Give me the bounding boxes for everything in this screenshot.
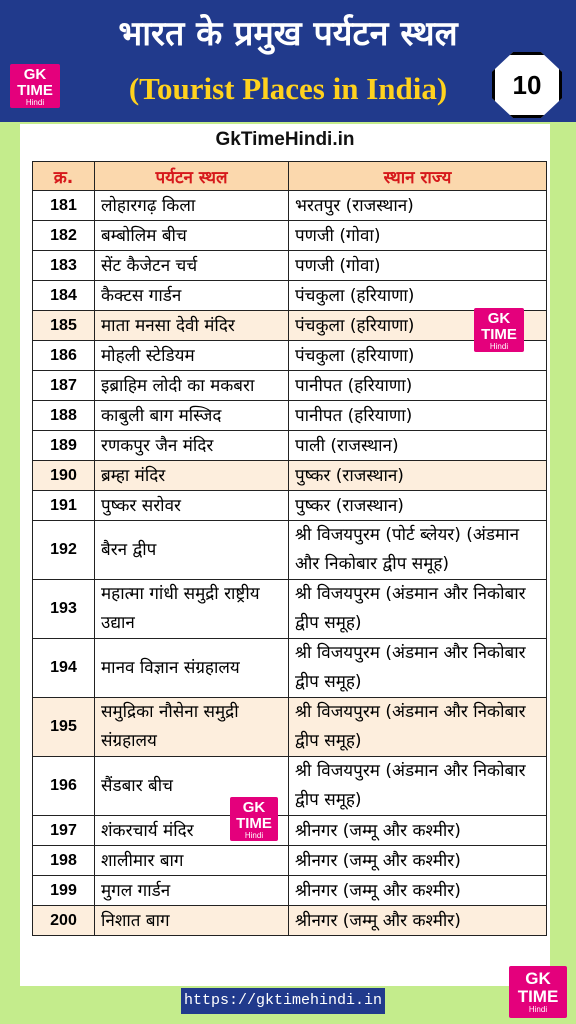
cell-no: 189 bbox=[33, 431, 95, 461]
cell-no: 191 bbox=[33, 491, 95, 521]
site-name: GkTimeHindi.in bbox=[215, 129, 355, 150]
cell-no: 181 bbox=[33, 191, 95, 221]
logo-text-hindi: Hindi bbox=[244, 830, 264, 840]
cell-place: बैरन द्वीप bbox=[95, 521, 289, 580]
table-row bbox=[33, 221, 547, 251]
cell-place: लोहारगढ़ किला bbox=[95, 191, 289, 221]
cell-place: महात्मा गांधी समुद्री राष्ट्रीय उद्यान bbox=[95, 580, 289, 639]
cell-state: पुष्कर (राजस्थान) bbox=[289, 491, 547, 521]
cell-no: 200 bbox=[33, 906, 95, 936]
table-row bbox=[33, 757, 547, 816]
cell-state: श्री विजयपुरम (अंडमान और निकोबार द्वीप समूह) bbox=[289, 580, 547, 639]
table-row bbox=[33, 191, 547, 221]
cell-place: शालीमार बाग bbox=[95, 846, 289, 876]
table-row bbox=[33, 521, 547, 580]
cell-state: श्रीनगर (जम्मू और कश्मीर) bbox=[289, 876, 547, 906]
cell-place: माता मनसा देवी मंदिर bbox=[95, 311, 289, 341]
part-number: 10 bbox=[512, 69, 542, 100]
table-row bbox=[33, 846, 547, 876]
cell-place: कैक्टस गार्डन bbox=[95, 281, 289, 311]
table-row bbox=[33, 371, 547, 401]
cell-no: 198 bbox=[33, 846, 95, 876]
cell-no: 185 bbox=[33, 311, 95, 341]
column-header-number: क्र. bbox=[33, 162, 95, 191]
cell-place: ब्रम्हा मंदिर bbox=[95, 461, 289, 491]
cell-state: पाली (राजस्थान) bbox=[289, 431, 547, 461]
table-header-row bbox=[33, 162, 547, 191]
table-row bbox=[33, 698, 547, 757]
logo-text-hindi: Hindi bbox=[528, 1004, 548, 1014]
table-row bbox=[33, 491, 547, 521]
cell-state: श्री विजयपुरम (अंडमान और निकोबार द्वीप समूह) bbox=[289, 698, 547, 757]
cell-place: रणकपुर जैन मंदिर bbox=[95, 431, 289, 461]
table-row bbox=[33, 281, 547, 311]
gk-time-watermark-logo bbox=[230, 797, 278, 841]
cell-no: 190 bbox=[33, 461, 95, 491]
cell-no: 182 bbox=[33, 221, 95, 251]
cell-state: पंचकुला (हरियाणा) bbox=[289, 281, 547, 311]
cell-no: 184 bbox=[33, 281, 95, 311]
cell-place: बम्बोलिम बीच bbox=[95, 221, 289, 251]
table-row bbox=[33, 876, 547, 906]
tourist-places-table bbox=[32, 161, 547, 936]
cell-state: श्री विजयपुरम (अंडमान और निकोबार द्वीप समूह) bbox=[289, 639, 547, 698]
cell-state: श्रीनगर (जम्मू और कश्मीर) bbox=[289, 816, 547, 846]
cell-state: पानीपत (हरियाणा) bbox=[289, 401, 547, 431]
cell-place: समुद्रिका नौसेना समुद्री संग्रहालय bbox=[95, 698, 289, 757]
cell-no: 199 bbox=[33, 876, 95, 906]
cell-no: 192 bbox=[33, 521, 95, 580]
logo-text-gk: GK bbox=[525, 969, 551, 988]
table-row bbox=[33, 906, 547, 936]
table-row bbox=[33, 401, 547, 431]
cell-place: इब्राहिम लोदी का मकबरा bbox=[95, 371, 289, 401]
logo-text-gk: GK bbox=[487, 310, 511, 327]
cell-state: श्री विजयपुरम (पोर्ट ब्लेयर) (अंडमान और निकोबार द्वीप समूह) bbox=[289, 521, 547, 580]
cell-place: मुगल गार्डन bbox=[95, 876, 289, 906]
cell-no: 187 bbox=[33, 371, 95, 401]
cell-state: पुष्कर (राजस्थान) bbox=[289, 461, 547, 491]
cell-state: श्रीनगर (जम्मू और कश्मीर) bbox=[289, 846, 547, 876]
cell-no: 188 bbox=[33, 401, 95, 431]
page-title-hindi: भारत के प्रमुख पर्यटन स्थल bbox=[118, 14, 458, 54]
cell-place: मानव विज्ञान संग्रहालय bbox=[95, 639, 289, 698]
cell-place: सेंट कैजेटन चर्च bbox=[95, 251, 289, 281]
cell-state: पानीपत (हरियाणा) bbox=[289, 371, 547, 401]
cell-place: निशात बाग bbox=[95, 906, 289, 936]
logo-text-time: TIME bbox=[236, 814, 272, 832]
cell-no: 195 bbox=[33, 698, 95, 757]
table-row bbox=[33, 816, 547, 846]
table-row bbox=[33, 341, 547, 371]
table-row bbox=[33, 580, 547, 639]
cell-place: शंकरचार्य मंदिर bbox=[95, 816, 289, 846]
table-row bbox=[33, 431, 547, 461]
cell-no: 193 bbox=[33, 580, 95, 639]
cell-state: पंचकुला (हरियाणा) bbox=[289, 341, 547, 371]
cell-no: 194 bbox=[33, 639, 95, 698]
cell-state: श्रीनगर (जम्मू और कश्मीर) bbox=[289, 906, 547, 936]
table-row bbox=[33, 251, 547, 281]
cell-state: पंचकुला (हरियाणा) bbox=[289, 311, 547, 341]
cell-place: पुष्कर सरोवर bbox=[95, 491, 289, 521]
cell-no: 183 bbox=[33, 251, 95, 281]
column-header-state: स्थान राज्य bbox=[289, 162, 547, 191]
cell-state: भरतपुर (राजस्थान) bbox=[289, 191, 547, 221]
table-row bbox=[33, 311, 547, 341]
cell-no: 186 bbox=[33, 341, 95, 371]
gk-time-logo bbox=[10, 64, 60, 108]
logo-text-gk: GK bbox=[23, 66, 47, 83]
cell-place: सैंडबार बीच bbox=[95, 757, 289, 816]
cell-place: काबुली बाग मस्जिद bbox=[95, 401, 289, 431]
header-banner bbox=[0, 0, 576, 122]
table-row bbox=[33, 461, 547, 491]
logo-text-hindi: Hindi bbox=[489, 341, 509, 351]
gk-time-watermark-logo bbox=[474, 308, 524, 352]
cell-state: श्री विजयपुरम (अंडमान और निकोबार द्वीप समूह) bbox=[289, 757, 547, 816]
logo-text-time: TIME bbox=[517, 986, 559, 1006]
website-link[interactable]: https://gktimehindi.in bbox=[181, 988, 385, 1014]
cell-state: पणजी (गोवा) bbox=[289, 251, 547, 281]
page-title-english: (Tourist Places in India) bbox=[128, 71, 448, 106]
logo-text-hindi: Hindi bbox=[25, 97, 45, 107]
column-header-place: पर्यटन स्थल bbox=[95, 162, 289, 191]
logo-text-time: TIME bbox=[481, 325, 517, 343]
logo-text-gk: GK bbox=[242, 799, 266, 816]
cell-state: पणजी (गोवा) bbox=[289, 221, 547, 251]
logo-text-time: TIME bbox=[17, 81, 53, 99]
gk-time-footer-logo bbox=[509, 966, 567, 1018]
table-row bbox=[33, 639, 547, 698]
cell-no: 196 bbox=[33, 757, 95, 816]
cell-no: 197 bbox=[33, 816, 95, 846]
cell-place: मोहली स्टेडियम bbox=[95, 341, 289, 371]
